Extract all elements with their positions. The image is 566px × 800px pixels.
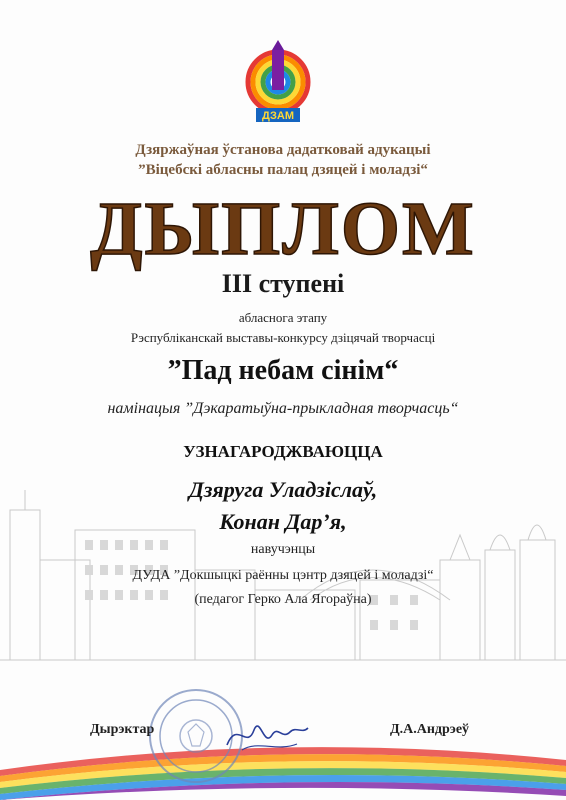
organization-line-1: Дзяржаўная ўстанова дадатковай адукацыі (135, 142, 431, 158)
organization-name (0, 140, 566, 180)
students-label: навучэнцы (250, 542, 316, 557)
teacher-line: (педагог Герко Ала Ягораўна) (194, 592, 372, 607)
awarded-label: УЗНАГАРОДЖВАЮЦЦА (183, 442, 383, 461)
director-signature-icon (222, 710, 312, 760)
director-name: Д.А.Андрэеў (390, 722, 470, 737)
nomination-line: намінацыя ”Дэкаратыўна-прыкладная творчасць“ (107, 400, 459, 417)
degree-heading: ІІІ ступені (221, 269, 345, 298)
contest-name: ”Пад небам сінім“ (167, 355, 399, 386)
contest-line: Рэспубліканскай выставы-конкурсу дзіцячай творчасці (130, 330, 436, 345)
recipient-name-1: Дзяруга Уладзіслаў, (188, 477, 378, 502)
director-position-label: Дырэктар (90, 722, 155, 737)
svg-text:ДЗАМ: ДЗАМ (262, 110, 294, 122)
recipient-name-2: Конан Дар’я, (219, 509, 347, 534)
dzam-rainbow-logo-icon (232, 38, 324, 130)
organization-line-2: ”Віцебскі абласны палац дзяцей і моладзі“ (138, 162, 428, 178)
diploma-title: ДЫПЛОМ (90, 187, 476, 271)
school-name: ДУДА ”Докшыцкі раённы цэнтр дзяцей і моладзі“ (132, 568, 434, 583)
stage-line: абласнога этапу (238, 310, 328, 325)
